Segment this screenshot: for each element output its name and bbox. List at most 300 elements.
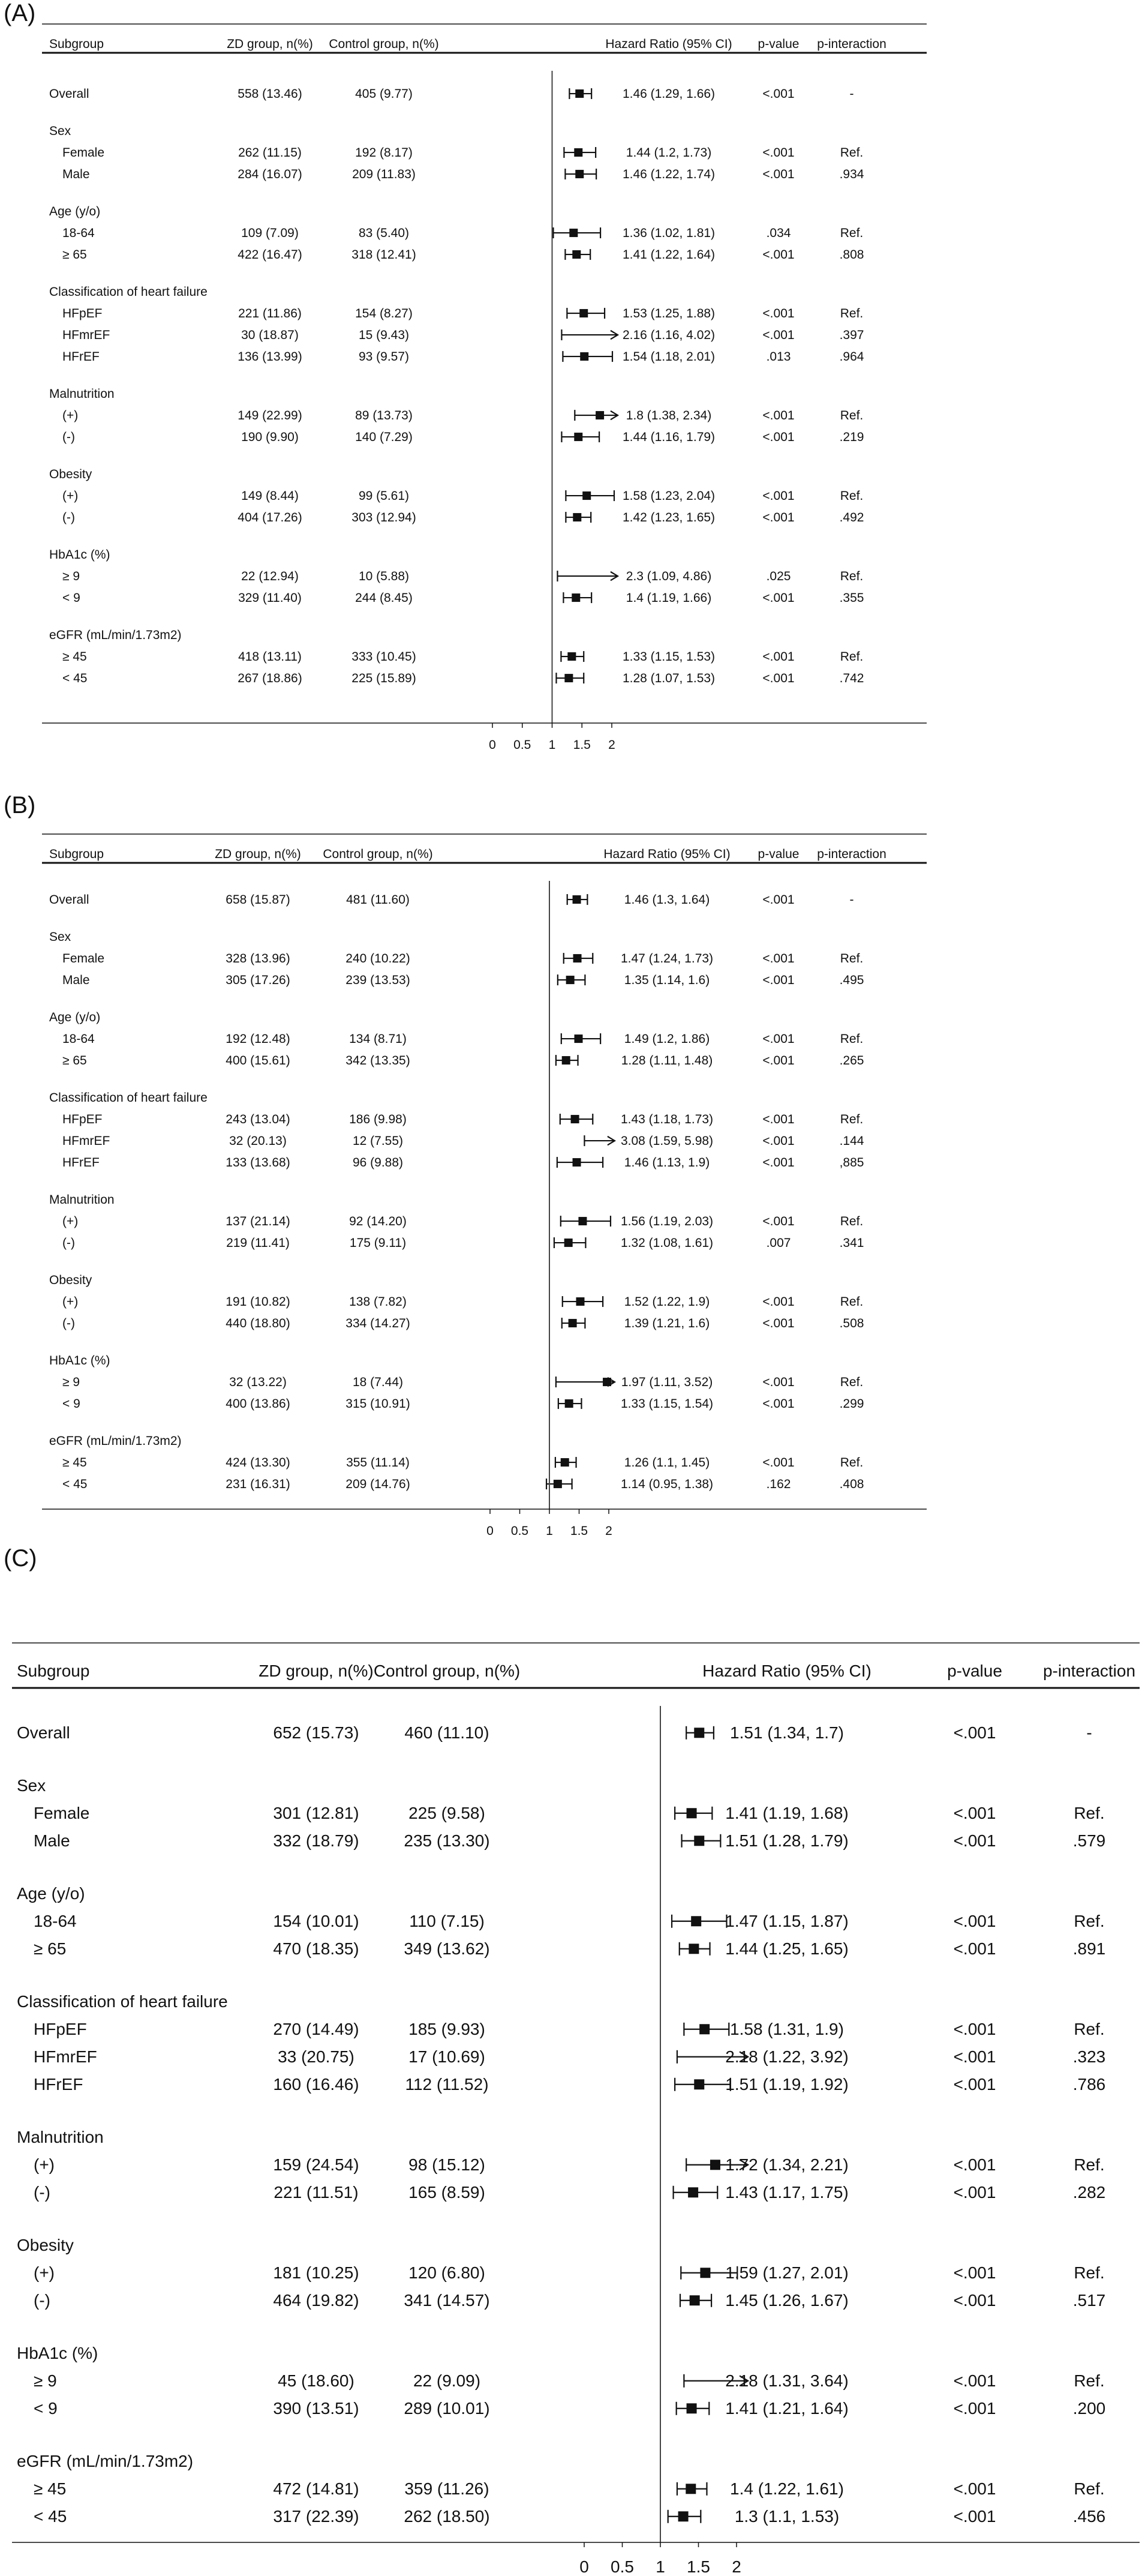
control-value: 318 (12.41) (351, 248, 416, 262)
zd-value: 149 (8.44) (241, 489, 299, 503)
p-interaction: - (1086, 1723, 1092, 1742)
header-p-value: p-value (758, 37, 800, 51)
p-value: <.001 (953, 1831, 996, 1850)
hazard-ratio-text: 1.51 (1.19, 1.92) (725, 2075, 849, 2094)
p-interaction: .517 (1072, 2291, 1106, 2310)
group-header: HbA1c (%) (49, 548, 110, 562)
p-value: <.001 (762, 1112, 795, 1126)
point-estimate (564, 674, 573, 682)
control-value: 244 (8.45) (355, 591, 413, 605)
p-interaction: .341 (839, 1236, 864, 1250)
p-value: <.001 (762, 591, 795, 605)
hazard-ratio-text: 1.47 (1.24, 1.73) (620, 952, 714, 965)
zd-value: 390 (13.51) (273, 2399, 359, 2418)
axis-tick-label: 2 (608, 738, 615, 752)
zd-value: 424 (13.30) (226, 1456, 290, 1470)
p-interaction: .579 (1072, 1831, 1106, 1850)
p-interaction: Ref. (840, 1295, 864, 1309)
row-label: (-) (62, 430, 75, 444)
control-value: 112 (11.52) (405, 2075, 489, 2094)
row-label: Female (34, 1804, 90, 1822)
p-interaction: .323 (1072, 2047, 1106, 2066)
forest-plot-b (0, 834, 1142, 1584)
control-value: 96 (9.88) (352, 1156, 404, 1169)
group-header: HbA1c (%) (49, 1354, 110, 1368)
p-interaction: .200 (1072, 2399, 1106, 2418)
point-estimate (574, 148, 582, 157)
control-value: 120 (6.80) (408, 2263, 485, 2282)
row-label: < 9 (34, 2399, 58, 2418)
p-value: <.001 (762, 489, 795, 503)
point-estimate (694, 1836, 704, 1846)
hazard-ratio-text: 1.41 (1.19, 1.68) (725, 1804, 849, 1822)
group-header: Classification of heart failure (49, 285, 208, 299)
header-p-interaction: p-interaction (1042, 1662, 1136, 1680)
group-header: eGFR (mL/min/1.73m2) (49, 1434, 182, 1448)
p-interaction: Ref. (840, 226, 864, 240)
row-label: HFmrEF (62, 328, 110, 342)
control-value: 405 (9.77) (355, 87, 413, 101)
header-hazard-ratio: Hazard Ratio (95% CI) (702, 1662, 871, 1680)
zd-value: 133 (13.68) (226, 1156, 290, 1169)
point-estimate (575, 89, 584, 98)
p-interaction: .964 (839, 350, 864, 364)
p-interaction: Ref. (1074, 2155, 1105, 2174)
axis-tick-label: 2 (605, 1524, 612, 1538)
p-value: <.001 (762, 1317, 795, 1330)
zd-value: 317 (22.39) (273, 2507, 359, 2526)
p-interaction: .219 (839, 430, 864, 444)
zd-value: 440 (18.80) (226, 1317, 290, 1330)
row-label: ≥ 45 (62, 1456, 87, 1470)
p-value: <.001 (953, 1912, 996, 1930)
row-label: (+) (34, 2263, 55, 2282)
control-value: 481 (11.60) (346, 893, 410, 907)
p-interaction: .144 (839, 1134, 864, 1148)
hazard-ratio-text: 1.28 (1.11, 1.48) (621, 1054, 713, 1067)
zd-value: 400 (15.61) (226, 1054, 290, 1067)
control-value: 98 (15.12) (408, 2155, 485, 2174)
point-estimate (578, 1217, 587, 1225)
control-value: 341 (14.57) (404, 2291, 490, 2310)
header-zd-group: ZD group, n(%) (215, 847, 301, 861)
zd-value: 328 (13.96) (226, 952, 290, 965)
hazard-ratio-text: 1.53 (1.25, 1.88) (622, 307, 716, 320)
p-interaction: Ref. (840, 489, 864, 503)
control-value: 110 (7.15) (409, 1912, 485, 1930)
point-estimate (582, 491, 591, 500)
point-estimate (686, 2484, 696, 2494)
control-value: 334 (14.27) (345, 1317, 410, 1330)
forest-plot-a (0, 24, 1142, 786)
zd-value: 422 (16.47) (238, 248, 302, 262)
zd-value: 404 (17.26) (238, 511, 302, 524)
zd-value: 262 (11.15) (238, 146, 302, 160)
control-value: 359 (11.26) (404, 2479, 489, 2498)
p-interaction: Ref. (840, 650, 864, 664)
hazard-ratio-text: 1.4 (1.19, 1.66) (626, 591, 712, 605)
p-value: <.001 (953, 1723, 996, 1742)
point-estimate (575, 170, 584, 178)
row-label: < 9 (62, 1397, 80, 1411)
p-value: <.001 (953, 2047, 996, 2066)
hazard-ratio-text: 1.41 (1.21, 1.64) (725, 2399, 849, 2418)
point-estimate (687, 2403, 697, 2413)
control-value: 342 (13.35) (345, 1054, 410, 1067)
hazard-ratio-text: 1.33 (1.15, 1.54) (620, 1397, 714, 1411)
group-header: Malnutrition (17, 2128, 104, 2146)
zd-value: 418 (13.11) (238, 650, 302, 664)
group-header: Classification of heart failure (49, 1091, 208, 1105)
control-value: 89 (13.73) (355, 409, 413, 422)
hazard-ratio-text: 2.3 (1.09, 4.86) (626, 569, 712, 583)
row-label: (-) (62, 1236, 75, 1250)
axis-tick-label: 0 (486, 1524, 494, 1538)
point-estimate (579, 309, 588, 317)
hazard-ratio-text: 1.35 (1.14, 1.6) (624, 973, 710, 987)
p-value: <.001 (762, 409, 795, 422)
axis-tick-label: 0.5 (510, 1524, 529, 1538)
hazard-ratio-text: 1.3 (1.1, 1.53) (734, 2507, 840, 2526)
axis-tick-label: 1 (548, 738, 556, 752)
header-hazard-ratio: Hazard Ratio (95% CI) (603, 847, 731, 861)
hazard-ratio-text: 1.46 (1.22, 1.74) (622, 167, 716, 181)
control-value: 18 (7.44) (352, 1375, 404, 1389)
zd-value: 159 (24.54) (273, 2155, 359, 2174)
point-estimate (694, 1728, 704, 1738)
hazard-ratio-text: 2.16 (1.16, 4.02) (622, 328, 716, 342)
axis-tick-label: 1 (546, 1524, 553, 1538)
point-estimate (566, 976, 575, 984)
control-value: 22 (9.09) (413, 2371, 481, 2390)
p-value: <.001 (762, 248, 795, 262)
header-p-value: p-value (947, 1662, 1002, 1680)
control-value: 240 (10.22) (345, 952, 410, 965)
point-estimate (573, 895, 581, 904)
zd-value: 221 (11.51) (274, 2183, 359, 2202)
hazard-ratio-text: 1.97 (1.11, 3.52) (621, 1375, 713, 1389)
row-label: ≥ 45 (34, 2479, 67, 2498)
point-estimate (574, 433, 582, 441)
point-estimate (688, 2187, 698, 2197)
point-estimate (554, 1480, 562, 1488)
p-value: .007 (766, 1236, 791, 1250)
zd-value: 33 (20.75) (278, 2047, 354, 2066)
hazard-ratio-text: 3.08 (1.59, 5.98) (620, 1134, 714, 1148)
p-value: <.001 (762, 973, 795, 987)
point-estimate (569, 229, 578, 237)
group-header: Obesity (49, 467, 92, 481)
p-interaction: .355 (839, 591, 864, 605)
point-estimate (694, 2079, 704, 2089)
hazard-ratio-text: 1.54 (1.18, 2.01) (622, 350, 716, 364)
group-header: Age (y/o) (49, 1010, 101, 1024)
p-value: <.001 (762, 146, 795, 160)
p-value: <.001 (762, 893, 795, 907)
control-value: 209 (14.76) (345, 1477, 410, 1491)
header-subgroup: Subgroup (17, 1662, 90, 1680)
header-p-value: p-value (758, 847, 800, 861)
zd-value: 332 (18.79) (273, 1831, 359, 1850)
point-estimate (561, 1458, 569, 1467)
row-label: HFpEF (62, 307, 103, 320)
group-header: Obesity (17, 2236, 74, 2254)
row-label: 18-64 (34, 1912, 77, 1930)
row-label: HFrEF (62, 350, 100, 364)
header-p-interaction: p-interaction (817, 37, 886, 51)
point-estimate (596, 411, 604, 419)
p-interaction: .456 (1072, 2507, 1106, 2526)
point-estimate (687, 1808, 697, 1818)
control-value: 165 (8.59) (408, 2183, 485, 2202)
row-label: HFpEF (62, 1112, 103, 1126)
row-label: Female (62, 146, 105, 160)
hazard-ratio-text: 1.14 (0.95, 1.38) (620, 1477, 714, 1491)
p-interaction: Ref. (840, 1112, 864, 1126)
p-value: <.001 (762, 430, 795, 444)
axis-tick-label: 0.5 (513, 738, 531, 752)
zd-value: 190 (9.90) (241, 430, 299, 444)
panel-label-c: (C) (4, 1545, 37, 1572)
p-interaction: Ref. (1074, 2371, 1105, 2390)
zd-value: 30 (18.87) (241, 328, 299, 342)
point-estimate (571, 1115, 579, 1123)
row-label: ≥ 45 (62, 650, 87, 664)
header-control-group: Control group, n(%) (373, 1662, 521, 1680)
zd-value: 32 (13.22) (229, 1375, 287, 1389)
p-interaction: .408 (839, 1477, 864, 1491)
control-value: 154 (8.27) (355, 307, 413, 320)
hazard-ratio-text: 2.18 (1.31, 3.64) (725, 2371, 849, 2390)
p-value: <.001 (953, 2155, 996, 2174)
group-header: Obesity (49, 1273, 92, 1287)
p-value: <.001 (762, 307, 795, 320)
point-estimate (690, 2295, 700, 2305)
control-value: 303 (12.94) (351, 511, 416, 524)
hazard-ratio-text: 1.45 (1.26, 1.67) (725, 2291, 849, 2310)
row-label: HFpEF (34, 2020, 87, 2038)
control-value: 17 (10.69) (408, 2047, 485, 2066)
header-control-group: Control group, n(%) (323, 847, 433, 861)
point-estimate (689, 1944, 699, 1954)
hazard-ratio-text: 1.46 (1.3, 1.64) (624, 893, 710, 907)
axis-tick-label: 0 (489, 738, 496, 752)
hazard-ratio-text: 1.36 (1.02, 1.81) (622, 226, 716, 240)
group-header: Age (y/o) (17, 1884, 85, 1903)
control-value: 83 (5.40) (358, 226, 410, 240)
hazard-ratio-text: 1.52 (1.22, 1.9) (624, 1295, 710, 1309)
p-interaction: .786 (1072, 2075, 1106, 2094)
p-value: <.001 (762, 1032, 795, 1046)
zd-value: 284 (16.07) (238, 167, 302, 181)
row-label: ≥ 65 (62, 1054, 87, 1067)
control-value: 235 (13.30) (404, 1831, 490, 1850)
p-interaction: Ref. (840, 409, 864, 422)
row-label: < 9 (62, 591, 80, 605)
control-value: 134 (8.71) (349, 1032, 407, 1046)
p-interaction: Ref. (1074, 2479, 1105, 2498)
row-label: Male (62, 973, 90, 987)
p-interaction: .492 (839, 511, 864, 524)
forest-plot-c (0, 1644, 1142, 2576)
p-value: <.001 (953, 2183, 996, 2202)
p-value: <.001 (762, 671, 795, 685)
axis-tick-label: 1.5 (573, 738, 591, 752)
row-label: ≥ 65 (62, 248, 87, 262)
p-interaction: Ref. (840, 952, 864, 965)
row-label: Overall (49, 87, 89, 101)
p-interaction: .299 (839, 1397, 864, 1411)
point-estimate (580, 352, 588, 361)
hazard-ratio-text: 1.72 (1.34, 2.21) (725, 2155, 849, 2174)
row-label: Overall (49, 893, 89, 907)
p-interaction: Ref. (840, 307, 864, 320)
axis-tick-label: 1.5 (570, 1524, 588, 1538)
hazard-ratio-text: 1.4 (1.22, 1.61) (730, 2479, 844, 2498)
zd-value: 267 (18.86) (238, 671, 302, 685)
row-label: Male (62, 167, 90, 181)
row-label: 18-64 (62, 1032, 95, 1046)
p-interaction: Ref. (1074, 1912, 1105, 1930)
hazard-ratio-text: 1.33 (1.15, 1.53) (622, 650, 716, 664)
point-estimate (710, 2160, 720, 2170)
hazard-ratio-text: 1.32 (1.08, 1.61) (620, 1236, 714, 1250)
zd-value: 301 (12.81) (273, 1804, 359, 1822)
hazard-ratio-text: 1.8 (1.38, 2.34) (626, 409, 712, 422)
zd-value: 22 (12.94) (241, 569, 299, 583)
control-value: 192 (8.17) (355, 146, 413, 160)
p-value: <.001 (762, 1456, 795, 1470)
p-value: <.001 (953, 2399, 996, 2418)
hazard-ratio-text: 1.46 (1.13, 1.9) (624, 1156, 710, 1169)
hazard-ratio-text: 1.41 (1.22, 1.64) (622, 248, 716, 262)
header-zd-group: ZD group, n(%) (227, 37, 313, 51)
control-value: 289 (10.01) (404, 2399, 490, 2418)
control-value: 225 (15.89) (351, 671, 416, 685)
control-value: 93 (9.57) (358, 350, 410, 364)
header-subgroup: Subgroup (49, 37, 104, 51)
hazard-ratio-text: 1.59 (1.27, 2.01) (725, 2263, 849, 2282)
control-value: 315 (10.91) (345, 1397, 410, 1411)
header-hazard-ratio: Hazard Ratio (95% CI) (605, 37, 732, 51)
hazard-ratio-text: 2.18 (1.22, 3.92) (725, 2047, 849, 2066)
point-estimate (573, 513, 581, 521)
zd-value: 658 (15.87) (226, 893, 290, 907)
axis-tick-label: 1 (656, 2557, 665, 2576)
row-label: ≥ 9 (34, 2371, 57, 2390)
zd-value: 329 (11.40) (238, 591, 302, 605)
row-label: ≥ 9 (62, 1375, 80, 1389)
p-value: <.001 (762, 1397, 795, 1411)
row-label: ≥ 65 (34, 1939, 67, 1958)
p-value: <.001 (762, 1134, 795, 1148)
axis-tick-label: 0 (579, 2557, 589, 2576)
row-label: HFrEF (62, 1156, 100, 1169)
row-label: Male (34, 1831, 70, 1850)
point-estimate (699, 2024, 710, 2034)
point-estimate (562, 1056, 570, 1064)
header-control-group: Control group, n(%) (329, 37, 439, 51)
row-label: (-) (34, 2291, 50, 2310)
control-value: 209 (11.83) (352, 167, 416, 181)
p-value: <.001 (762, 952, 795, 965)
zd-value: 160 (16.46) (273, 2075, 359, 2094)
hazard-ratio-text: 1.39 (1.21, 1.6) (624, 1317, 710, 1330)
p-value: <.001 (953, 2507, 996, 2526)
row-label: < 45 (62, 671, 88, 685)
p-interaction: .808 (839, 248, 864, 262)
control-value: 262 (18.50) (404, 2507, 490, 2526)
p-interaction: .508 (839, 1317, 864, 1330)
p-interaction: Ref. (840, 146, 864, 160)
group-header: Classification of heart failure (17, 1992, 228, 2011)
hazard-ratio-text: 1.51 (1.28, 1.79) (725, 1831, 849, 1850)
axis-tick-label: 2 (732, 2557, 741, 2576)
point-estimate (603, 1378, 611, 1386)
panel-label-b: (B) (4, 792, 36, 818)
control-value: 225 (9.58) (408, 1804, 485, 1822)
p-value: <.001 (762, 1295, 795, 1309)
p-value: .162 (766, 1477, 791, 1491)
control-value: 140 (7.29) (355, 430, 413, 444)
point-estimate (573, 954, 582, 962)
p-value: <.001 (762, 1054, 795, 1067)
zd-value: 305 (17.26) (226, 973, 290, 987)
row-label: (-) (62, 1317, 75, 1330)
p-interaction: Ref. (1074, 2263, 1105, 2282)
control-value: 349 (13.62) (404, 1939, 490, 1958)
hazard-ratio-text: 1.42 (1.23, 1.65) (622, 511, 716, 524)
p-interaction: .397 (839, 328, 864, 342)
p-value: <.001 (762, 1156, 795, 1169)
point-estimate (569, 1319, 577, 1327)
zd-value: 231 (16.31) (226, 1477, 290, 1491)
point-estimate (678, 2511, 689, 2521)
control-value: 239 (13.53) (345, 973, 410, 987)
row-label: ≥ 9 (62, 569, 80, 583)
p-interaction: Ref. (840, 569, 864, 583)
p-interaction: .495 (839, 973, 864, 987)
p-value: <.001 (762, 1375, 795, 1389)
p-interaction: Ref. (1074, 2020, 1105, 2038)
group-header: Age (y/o) (49, 205, 101, 218)
p-interaction: .265 (839, 1054, 864, 1067)
hazard-ratio-text: 1.44 (1.2, 1.73) (626, 146, 712, 160)
p-interaction: - (849, 893, 854, 907)
row-label: (+) (62, 1214, 79, 1228)
hazard-ratio-text: 1.56 (1.19, 2.03) (620, 1214, 714, 1228)
point-estimate (573, 1158, 581, 1166)
zd-value: 191 (10.82) (226, 1295, 290, 1309)
zd-value: 558 (13.46) (238, 87, 302, 101)
p-value: <.001 (953, 2371, 996, 2390)
point-estimate (572, 593, 580, 602)
row-label: (-) (34, 2183, 50, 2202)
zd-value: 221 (11.86) (238, 307, 302, 320)
p-value: <.001 (953, 2075, 996, 2094)
hazard-ratio-text: 1.44 (1.16, 1.79) (622, 430, 716, 444)
row-label: 18-64 (62, 226, 95, 240)
zd-value: 219 (11.41) (226, 1236, 290, 1250)
row-label: (+) (62, 409, 79, 422)
zd-value: 400 (13.86) (226, 1397, 290, 1411)
header-zd-group: ZD group, n(%) (259, 1662, 374, 1680)
p-interaction: .934 (839, 167, 864, 181)
control-value: 10 (5.88) (358, 569, 410, 583)
hazard-ratio-text: 1.47 (1.15, 1.87) (725, 1912, 849, 1930)
zd-value: 45 (18.60) (278, 2371, 354, 2390)
p-value: <.001 (953, 2020, 996, 2038)
